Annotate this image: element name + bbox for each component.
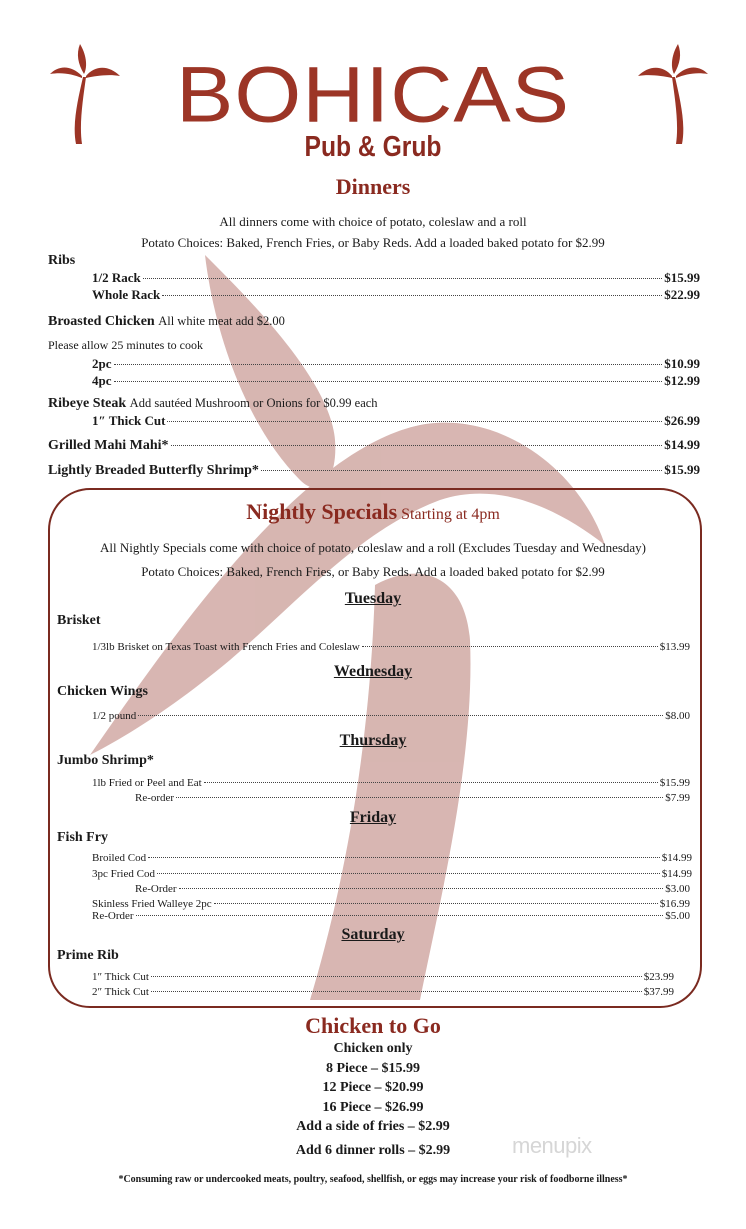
menu-item <box>92 777 690 789</box>
item-name: Grilled Mahi Mahi* <box>48 438 169 453</box>
item-price: $7.99 <box>665 792 690 804</box>
food-safety-disclaimer: *Consuming raw or undercooked meats, poultry, seafood, shellfish, or eggs may increase your risk of foodborne illness* <box>118 1174 628 1185</box>
category-broasted-chicken <box>48 314 285 330</box>
potato-note: Potato Choices: Baked, French Fries, or Baby Reds. Add a loaded baked potato for $2.99 <box>141 235 605 250</box>
item-name: 2″ Thick Cut <box>92 986 149 998</box>
watermark: menupix <box>512 1133 592 1158</box>
menu-item <box>92 986 674 998</box>
dot-leader <box>143 278 663 279</box>
dot-leader <box>148 857 660 858</box>
menu-item <box>92 868 692 880</box>
item-price: $15.99 <box>659 777 690 789</box>
menu-item <box>135 792 690 804</box>
category-ribs: Ribs <box>48 253 76 268</box>
item-price: $13.99 <box>659 641 690 653</box>
menu-item <box>135 883 690 895</box>
item-name: Lightly Breaded Butterfly Shrimp* <box>48 463 259 478</box>
day-heading-friday: Friday <box>349 809 397 826</box>
item-price: $8.00 <box>665 710 690 722</box>
menu-item <box>92 287 700 303</box>
category-note: Add sautéed Mushroom or Onions for $0.99 each <box>129 396 378 410</box>
menu-item <box>92 971 674 983</box>
dot-leader <box>114 381 663 382</box>
dot-leader <box>162 295 662 296</box>
cook-time-note: Please allow 25 minutes to cook <box>48 338 203 352</box>
item-name: 1″ Thick Cut <box>92 413 166 428</box>
item-price: $10.99 <box>664 356 700 371</box>
item-name: 4pc <box>92 373 112 388</box>
item-name: 1lb Fried or Peel and Eat <box>92 777 202 789</box>
item-price: $14.99 <box>661 868 692 880</box>
togo-line: 16 Piece – $26.99 <box>322 1100 424 1115</box>
item-name: 1/2 pound <box>92 710 137 722</box>
dot-leader <box>167 421 662 422</box>
menu-item <box>92 270 700 286</box>
nightly-specials-heading <box>0 499 746 525</box>
category-brisket: Brisket <box>57 613 101 628</box>
dot-leader <box>214 903 658 904</box>
dot-leader <box>176 797 663 798</box>
dot-leader <box>136 915 664 916</box>
dot-leader <box>157 873 660 874</box>
item-price: $14.99 <box>661 852 692 864</box>
brand-subtitle: Pub & Grub <box>304 131 442 163</box>
dot-leader <box>151 991 642 992</box>
dot-leader <box>204 782 658 783</box>
item-name: 2pc <box>92 356 112 371</box>
category-note: All white meat add $2.00 <box>158 314 285 328</box>
item-price: $5.00 <box>665 910 690 922</box>
category-ribeye <box>48 396 378 412</box>
item-price: $3.00 <box>665 883 690 895</box>
item-price: $16.99 <box>659 898 690 910</box>
menu-item <box>92 641 690 653</box>
item-name: Broiled Cod <box>92 852 147 864</box>
dot-leader <box>151 976 642 977</box>
day-heading-thursday: Thursday <box>339 732 407 749</box>
item-name: 1/3lb Brisket on Texas Toast with French Fries and Coleslaw <box>92 641 360 653</box>
dot-leader <box>362 646 658 647</box>
menu-item <box>92 710 690 722</box>
togo-line: 8 Piece – $15.99 <box>325 1061 421 1076</box>
item-price: $26.99 <box>664 413 700 428</box>
item-name: Whole Rack <box>92 287 161 302</box>
chicken-to-go-heading: Chicken to Go <box>305 1013 441 1038</box>
item-name: Re-Order <box>92 910 134 922</box>
item-name: Skinless Fried Walleye 2pc <box>92 898 212 910</box>
category-prime-rib: Prime Rib <box>57 948 119 963</box>
day-heading-saturday: Saturday <box>341 926 405 943</box>
category-fish-fry: Fish Fry <box>57 830 108 845</box>
dot-leader <box>171 445 663 446</box>
item-price: $23.99 <box>643 971 674 983</box>
togo-line: Add 6 dinner rolls – $2.99 <box>295 1143 451 1158</box>
menu-item <box>92 356 700 372</box>
item-name: 1/2 Rack <box>92 270 141 285</box>
dot-leader <box>114 364 663 365</box>
item-name: Re-Order <box>135 883 177 895</box>
dot-leader <box>261 470 662 471</box>
menu-item <box>92 898 690 910</box>
item-name: 1″ Thick Cut <box>92 971 149 983</box>
menu-item <box>92 910 690 922</box>
category-jumbo-shrimp: Jumbo Shrimp* <box>57 753 154 768</box>
item-price: $37.99 <box>643 986 674 998</box>
menu-item <box>92 413 700 429</box>
item-price: $12.99 <box>664 373 700 388</box>
item-price: $14.99 <box>664 437 700 452</box>
menu-item <box>92 852 692 864</box>
category-label: Ribeye Steak <box>48 396 127 411</box>
day-heading-wednesday: Wednesday <box>333 663 413 680</box>
togo-line: Add a side of fries – $2.99 <box>296 1119 450 1134</box>
menu-item <box>48 437 700 454</box>
dot-leader <box>179 888 664 889</box>
item-price: $15.99 <box>664 270 700 285</box>
item-price: $15.99 <box>664 462 700 477</box>
togo-line: 12 Piece – $20.99 <box>322 1080 424 1095</box>
specials-title: Nightly Specials <box>246 499 398 524</box>
category-chicken-wings: Chicken Wings <box>57 684 148 699</box>
menu-item <box>48 462 700 479</box>
item-name: 3pc Fried Cod <box>92 868 155 880</box>
category-label: Broasted Chicken <box>48 314 155 329</box>
specials-subtitle: Starting at 4pm <box>401 506 500 523</box>
dot-leader <box>138 715 663 716</box>
item-name: Re-order <box>135 792 175 804</box>
specials-note: All Nightly Specials come with choice of potato, coleslaw and a roll (Excludes Tuesday and Wednesday) <box>99 540 647 555</box>
dinners-heading: Dinners <box>335 174 411 199</box>
day-heading-tuesday: Tuesday <box>344 590 402 607</box>
menu-item <box>92 373 700 389</box>
potato-note: Potato Choices: Baked, French Fries, or Baby Reds. Add a loaded baked potato for $2.99 <box>141 564 605 579</box>
brand-logo: BOHICAS <box>175 50 571 140</box>
dinners-note: All dinners come with choice of potato, coleslaw and a roll <box>219 214 527 229</box>
togo-line: Chicken only <box>333 1041 413 1056</box>
item-price: $22.99 <box>664 287 700 302</box>
